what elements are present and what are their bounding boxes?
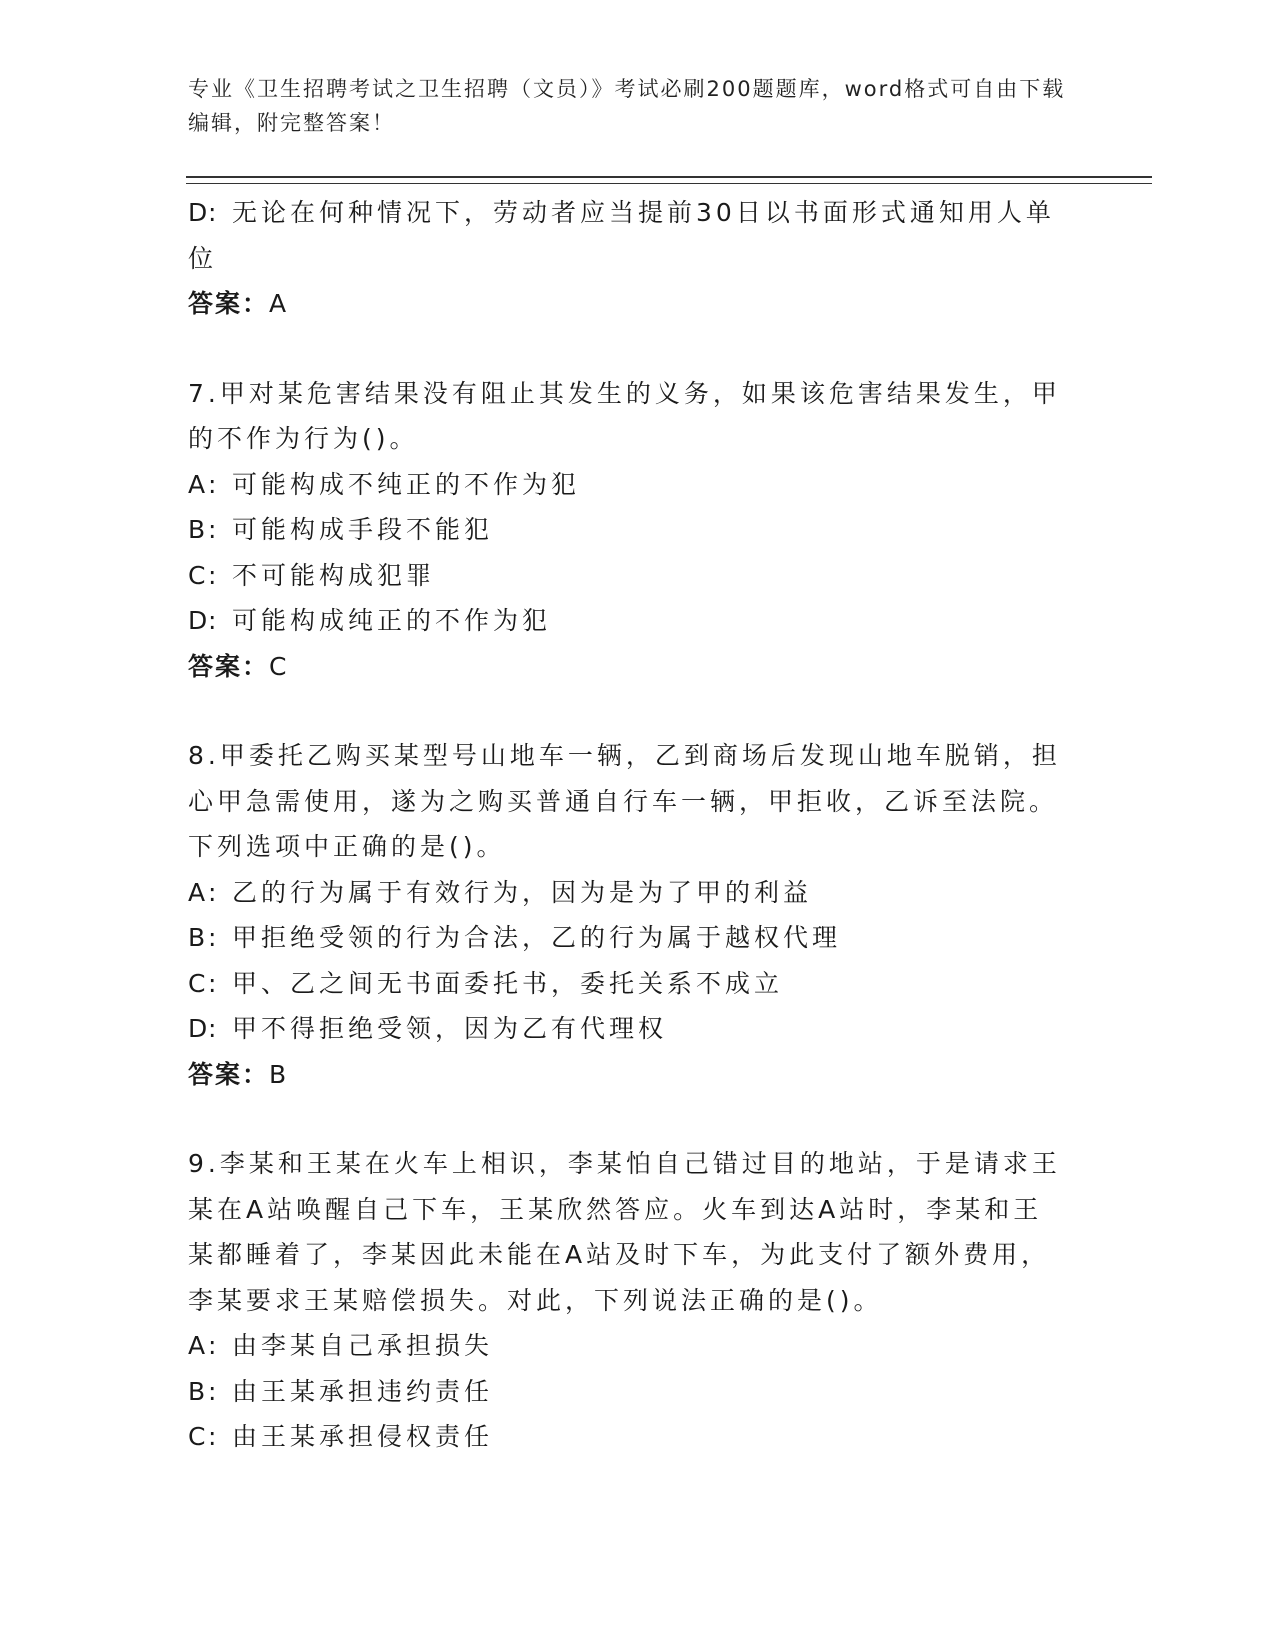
option-separator: :: [208, 1014, 221, 1043]
option-letter: A: [188, 1331, 206, 1360]
option-text: 由王某承担侵权责任: [232, 1422, 494, 1451]
option-text: 甲、乙之间无书面委托书，委托关系不成立: [232, 968, 784, 998]
option-letter: B: [188, 923, 206, 952]
option-text: 由李某自己承担损失: [232, 1331, 494, 1360]
option-letter: A: [188, 877, 206, 907]
option-row: [188, 1006, 1068, 1052]
option-letter: A: [188, 469, 206, 499]
option-row: [188, 870, 1068, 916]
page-header: [188, 72, 1068, 140]
option-separator: :: [208, 1331, 221, 1360]
option-letter: C: [188, 560, 206, 590]
document-body: [188, 190, 1068, 1460]
option-row: [188, 1414, 1068, 1460]
answer-line: [188, 1052, 1068, 1098]
option-text: 可能构成手段不能犯: [232, 515, 494, 544]
option-separator: :: [208, 968, 221, 998]
option-text: 不可能构成犯罪: [232, 560, 436, 590]
answer-label: 答案：: [188, 1059, 270, 1089]
document-title: 专业《卫生招聘考试之卫生招聘（文员）》考试必刷200题题库，word格式可自由下载编辑，附完整答案！: [188, 77, 1066, 135]
option-letter: D: [188, 198, 208, 227]
option-separator: :: [208, 198, 221, 227]
option-text: 乙的行为属于有效行为，因为是为了甲的利益: [232, 877, 813, 907]
option-row: [188, 961, 1068, 1007]
option-letter: B: [188, 1376, 206, 1406]
answer-line: [188, 644, 1068, 690]
option-row: [188, 1323, 1068, 1369]
option-row: [188, 507, 1068, 553]
answer-value: A: [269, 289, 287, 318]
option-separator: :: [208, 1376, 221, 1406]
option-separator: :: [208, 560, 221, 590]
option-letter: C: [188, 1422, 206, 1451]
spacer: [188, 1097, 1068, 1141]
question-text: 7.甲对某危害结果没有阻止其发生的义务，如果该危害结果发生，甲的不作为行为()。: [188, 378, 1061, 453]
answer-label: 答案：: [188, 289, 270, 318]
question-text: 9.李某和王某在火车上相识，李某怕自己错过目的地站，于是请求王某在A站唤醒自己下车，王某欣然答应。火车到达A站时，李某和王某都睡着了，李某因此未能在A站及时下车，为此支付了额外费用，李某要求王某赔偿损失。对此，下列说法正确的是()。: [188, 1149, 1061, 1315]
option-separator: :: [208, 515, 221, 544]
option-separator: :: [208, 877, 221, 907]
answer-value: B: [269, 1059, 287, 1089]
option-row: [188, 553, 1068, 599]
option-separator: :: [208, 923, 221, 952]
option-row: [188, 915, 1068, 961]
option-text: 甲不得拒绝受领，因为乙有代理权: [232, 1014, 668, 1043]
question-block: [188, 1141, 1068, 1460]
question-text: 8.甲委托乙购买某型号山地车一辆，乙到商场后发现山地车脱销，担心甲急需使用，遂为之购买普通自行车一辆，甲拒收，乙诉至法院。下列选项中正确的是()。: [188, 741, 1061, 861]
spacer: [188, 689, 1068, 733]
option-row: [188, 598, 1068, 644]
option-letter: C: [188, 968, 206, 998]
option-text: 可能构成纯正的不作为犯: [232, 606, 552, 635]
spacer: [188, 327, 1068, 371]
option-separator: :: [208, 606, 221, 635]
option-letter: D: [188, 1014, 208, 1043]
option-text: 可能构成不纯正的不作为犯: [232, 469, 581, 499]
option-separator: :: [208, 1422, 221, 1451]
option-row: [188, 190, 1068, 281]
option-separator: :: [208, 469, 221, 499]
option-row: [188, 1369, 1068, 1415]
header-divider: [186, 176, 1152, 184]
question-block: [188, 733, 1068, 1097]
option-text: 由王某承担违约责任: [232, 1376, 494, 1406]
answer-label: 答案：: [188, 651, 270, 681]
option-letter: D: [188, 606, 208, 635]
answer-value: C: [269, 651, 287, 681]
option-row: [188, 462, 1068, 508]
option-letter: B: [188, 515, 206, 544]
question-block: [188, 371, 1068, 690]
answer-line: [188, 281, 1068, 327]
option-text: 甲拒绝受领的行为合法，乙的行为属于越权代理: [232, 923, 842, 952]
option-text: 无论在何种情况下，劳动者应当提前30日以书面形式通知用人单位: [188, 198, 1055, 273]
